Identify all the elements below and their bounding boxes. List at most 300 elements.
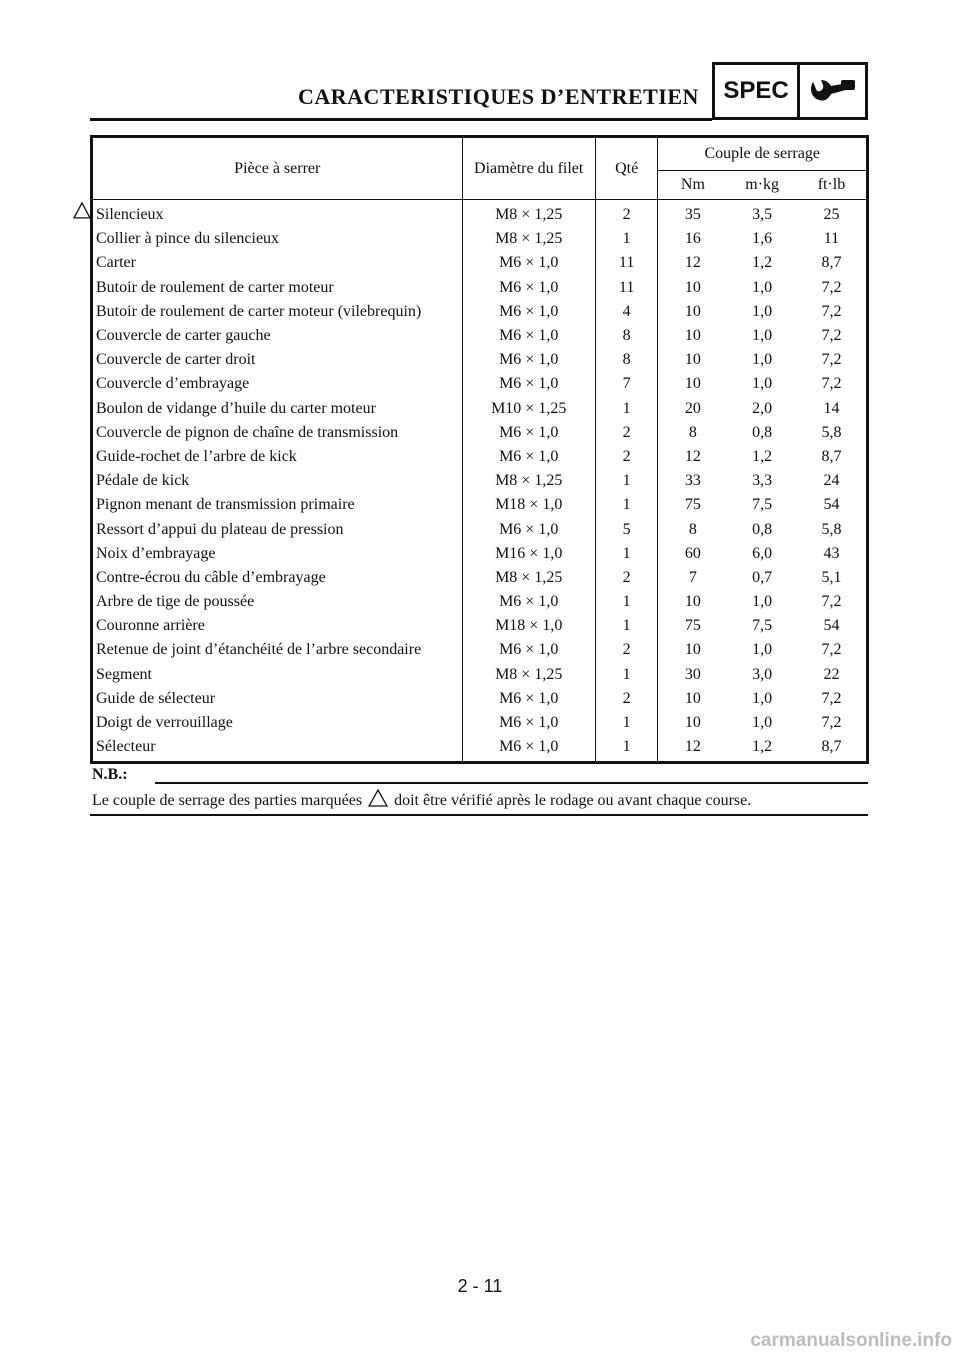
cell-thread-value: M10 × 1,25 <box>491 399 567 417</box>
cell-qty-value: 2 <box>622 641 631 659</box>
cell-part-value: Couvercle de carter gauche <box>96 327 271 345</box>
cell-qty <box>595 348 658 372</box>
cell-thread <box>462 227 595 251</box>
cell-ftlb-value: 7,2 <box>821 641 842 659</box>
cell-thread-value: M6 × 1,0 <box>499 302 559 320</box>
cell-thread-value: M8 × 1,25 <box>495 472 563 490</box>
cell-part <box>92 590 463 614</box>
cell-qty <box>595 711 658 735</box>
cell-ftlb <box>797 493 868 517</box>
cell-nm <box>658 421 727 445</box>
cell-thread <box>462 663 595 687</box>
cell-qty-value: 7 <box>622 375 631 393</box>
cell-qty-value: 1 <box>622 714 631 732</box>
cell-part <box>92 493 463 517</box>
cell-ftlb-value: 24 <box>823 472 840 490</box>
cell-part <box>92 735 463 763</box>
cell-thread <box>462 372 595 396</box>
cell-mkg-value: 1,0 <box>752 278 773 296</box>
cell-qty <box>595 663 658 687</box>
cell-thread-value: M6 × 1,0 <box>499 351 559 369</box>
cell-ftlb <box>797 324 868 348</box>
cell-part-value: Doigt de verrouillage <box>96 714 233 732</box>
cell-thread-value: M8 × 1,25 <box>495 568 563 586</box>
cell-part-value: Couronne arrière <box>96 617 205 635</box>
cell-nm <box>658 542 727 566</box>
note-text-after: doit être vérifié après le rodage ou avant chaque course. <box>394 791 752 809</box>
cell-mkg <box>727 493 797 517</box>
cell-ftlb-value: 7,2 <box>821 351 842 369</box>
cell-qty-value: 11 <box>618 278 635 296</box>
cell-nm <box>658 300 727 324</box>
header-ftlb: ft·lb <box>797 171 868 200</box>
cell-mkg <box>727 469 797 493</box>
cell-ftlb-value: 54 <box>823 496 840 514</box>
cell-nm-value: 12 <box>684 447 701 465</box>
table-row <box>92 687 868 711</box>
cell-thread <box>462 276 595 300</box>
cell-qty <box>595 542 658 566</box>
cell-nm <box>658 735 727 763</box>
cell-part-value: Segment <box>96 665 152 683</box>
cell-qty-value: 2 <box>622 568 631 586</box>
cell-ftlb <box>797 735 868 763</box>
cell-ftlb-value: 7,2 <box>821 278 842 296</box>
cell-thread-value: M6 × 1,0 <box>499 423 559 441</box>
table-row <box>92 493 868 517</box>
cell-nm <box>658 469 727 493</box>
cell-nm-value: 10 <box>684 351 701 369</box>
spec-label: SPEC <box>715 65 800 117</box>
cell-mkg <box>727 227 797 251</box>
cell-nm-value: 30 <box>684 665 701 683</box>
table-row <box>92 663 868 687</box>
cell-nm-value: 10 <box>684 714 701 732</box>
table-row <box>92 469 868 493</box>
triangle-marker-icon <box>368 789 388 812</box>
cell-nm <box>658 590 727 614</box>
cell-mkg-value: 3,5 <box>752 206 773 224</box>
cell-thread <box>462 493 595 517</box>
cell-ftlb <box>797 300 868 324</box>
cell-qty <box>595 517 658 541</box>
cell-part-value: Pédale de kick <box>96 472 190 490</box>
cell-thread <box>462 735 595 763</box>
cell-part <box>92 445 463 469</box>
header-thread: Diamètre du filet <box>462 137 595 200</box>
cell-qty <box>595 251 658 275</box>
cell-ftlb-value: 7,2 <box>821 302 842 320</box>
cell-qty <box>595 614 658 638</box>
cell-qty-value: 5 <box>622 520 631 538</box>
cell-qty-value: 8 <box>622 327 631 345</box>
cell-ftlb-value: 7,2 <box>821 593 842 611</box>
cell-ftlb <box>797 590 868 614</box>
cell-nm <box>658 517 727 541</box>
cell-thread-value: M16 × 1,0 <box>495 544 563 562</box>
note-rule <box>155 782 868 784</box>
cell-thread <box>462 711 595 735</box>
cell-ftlb <box>797 638 868 662</box>
cell-part <box>92 324 463 348</box>
cell-mkg <box>727 300 797 324</box>
cell-mkg <box>727 638 797 662</box>
cell-qty <box>595 276 658 300</box>
cell-ftlb <box>797 227 868 251</box>
cell-mkg-value: 1,2 <box>752 254 773 272</box>
cell-thread <box>462 517 595 541</box>
cell-qty <box>595 687 658 711</box>
cell-mkg-value: 6,0 <box>752 544 773 562</box>
cell-part <box>92 614 463 638</box>
cell-ftlb-value: 8,7 <box>821 254 842 272</box>
cell-qty <box>595 372 658 396</box>
cell-ftlb-value: 7,2 <box>821 375 842 393</box>
cell-mkg-value: 1,0 <box>752 302 773 320</box>
cell-part-value: Couvercle d’embrayage <box>96 375 250 393</box>
cell-part-value: Guide de sélecteur <box>96 689 216 707</box>
cell-part-value: Couvercle de carter droit <box>96 351 256 369</box>
cell-mkg <box>727 324 797 348</box>
cell-ftlb <box>797 517 868 541</box>
note-bottom-rule <box>90 814 868 816</box>
cell-ftlb <box>797 445 868 469</box>
table-row <box>92 276 868 300</box>
cell-qty-value: 2 <box>622 206 631 224</box>
table-row <box>92 397 868 421</box>
cell-thread <box>462 421 595 445</box>
cell-thread <box>462 324 595 348</box>
cell-ftlb-value: 7,2 <box>821 689 842 707</box>
cell-nm-value: 20 <box>684 399 701 417</box>
cell-part <box>92 517 463 541</box>
cell-mkg <box>727 200 797 228</box>
cell-nm <box>658 227 727 251</box>
torque-table <box>90 135 869 764</box>
table-row <box>92 421 868 445</box>
cell-qty-value: 1 <box>622 617 631 635</box>
cell-qty-value: 1 <box>622 544 631 562</box>
table-row <box>92 251 868 275</box>
cell-mkg-value: 7,5 <box>752 617 773 635</box>
header-qty: Qté <box>595 137 658 200</box>
cell-ftlb-value: 8,7 <box>821 738 842 756</box>
cell-part-value: Butoir de roulement de carter moteur (vilebrequin) <box>96 302 422 320</box>
cell-mkg-value: 7,5 <box>752 496 773 514</box>
cell-thread-value: M6 × 1,0 <box>499 520 559 538</box>
cell-qty-value: 2 <box>622 689 631 707</box>
cell-mkg-value: 1,2 <box>752 738 773 756</box>
cell-qty <box>595 300 658 324</box>
table-row <box>92 445 868 469</box>
cell-part-value: Retenue de joint d’étanchéité de l’arbre secondaire <box>96 641 422 659</box>
cell-nm <box>658 276 727 300</box>
cell-ftlb-value: 5,8 <box>821 423 842 441</box>
page-title: CARACTERISTIQUES D’ENTRETIEN <box>298 84 699 109</box>
cell-qty-value: 1 <box>622 593 631 611</box>
cell-qty-value: 2 <box>622 447 631 465</box>
cell-part-value: Pignon menant de transmission primaire <box>96 496 355 514</box>
cell-ftlb <box>797 542 868 566</box>
cell-ftlb-value: 43 <box>823 544 840 562</box>
cell-ftlb-value: 54 <box>823 617 840 635</box>
cell-part-value: Collier à pince du silencieux <box>96 230 280 248</box>
cell-qty <box>595 421 658 445</box>
cell-thread-value: M6 × 1,0 <box>499 327 559 345</box>
cell-ftlb <box>797 251 868 275</box>
spec-badge <box>712 62 868 120</box>
cell-ftlb-value: 22 <box>823 665 840 683</box>
cell-nm <box>658 200 727 228</box>
header-nm: Nm <box>658 171 727 200</box>
table-row <box>92 348 868 372</box>
cell-nm-value: 10 <box>684 327 701 345</box>
cell-part-value: Couvercle de pignon de chaîne de transmission <box>96 423 399 441</box>
cell-part <box>92 397 463 421</box>
cell-ftlb <box>797 200 868 228</box>
cell-part-value: Boulon de vidange d’huile du carter moteur <box>96 399 376 417</box>
cell-mkg <box>727 614 797 638</box>
cell-mkg <box>727 348 797 372</box>
table-row <box>92 566 868 590</box>
cell-mkg-value: 1,0 <box>752 689 773 707</box>
cell-nm <box>658 397 727 421</box>
cell-qty-value: 1 <box>622 230 631 248</box>
cell-qty-value: 4 <box>622 302 631 320</box>
cell-mkg-value: 1,0 <box>752 641 773 659</box>
cell-mkg <box>727 251 797 275</box>
cell-qty-value: 1 <box>622 399 631 417</box>
cell-mkg <box>727 276 797 300</box>
note-text-before: Le couple de serrage des parties marquées <box>92 791 363 809</box>
cell-part-value: Arbre de tige de poussée <box>96 593 255 611</box>
cell-mkg <box>727 542 797 566</box>
cell-mkg-value: 1,0 <box>752 375 773 393</box>
cell-nm-value: 10 <box>684 278 701 296</box>
cell-qty <box>595 445 658 469</box>
cell-qty <box>595 227 658 251</box>
cell-thread-value: M6 × 1,0 <box>499 641 559 659</box>
cell-nm-value: 8 <box>688 423 697 441</box>
cell-mkg <box>727 735 797 763</box>
cell-part <box>92 711 463 735</box>
cell-nm <box>658 493 727 517</box>
cell-nm <box>658 663 727 687</box>
table-row <box>92 300 868 324</box>
cell-mkg <box>727 590 797 614</box>
cell-part <box>92 663 463 687</box>
cell-thread <box>462 445 595 469</box>
cell-qty-value: 1 <box>622 738 631 756</box>
cell-qty <box>595 469 658 493</box>
cell-part-value: Silencieux <box>96 206 164 224</box>
cell-part <box>92 542 463 566</box>
cell-qty <box>595 493 658 517</box>
cell-mkg <box>727 687 797 711</box>
cell-ftlb-value: 14 <box>823 399 840 417</box>
cell-ftlb <box>797 614 868 638</box>
cell-nm-value: 10 <box>684 302 701 320</box>
cell-nm-value: 7 <box>688 568 697 586</box>
cell-part <box>92 276 463 300</box>
cell-thread-value: M18 × 1,0 <box>495 617 563 635</box>
table-row <box>92 517 868 541</box>
cell-mkg-value: 0,8 <box>752 520 773 538</box>
cell-nm <box>658 251 727 275</box>
cell-nm-value: 10 <box>684 593 701 611</box>
cell-mkg-value: 2,0 <box>752 399 773 417</box>
cell-part-value: Butoir de roulement de carter moteur <box>96 278 334 296</box>
cell-thread-value: M18 × 1,0 <box>495 496 563 514</box>
cell-thread-value: M6 × 1,0 <box>499 278 559 296</box>
table-row <box>92 227 868 251</box>
cell-ftlb-value: 8,7 <box>821 447 842 465</box>
cell-mkg-value: 1,0 <box>752 714 773 732</box>
table-row <box>92 638 868 662</box>
table-row <box>92 590 868 614</box>
cell-qty <box>595 324 658 348</box>
note-text <box>92 789 751 812</box>
cell-thread <box>462 566 595 590</box>
cell-ftlb <box>797 348 868 372</box>
cell-nm-value: 10 <box>684 689 701 707</box>
header-torque: Couple de serrage <box>658 137 868 171</box>
cell-ftlb <box>797 566 868 590</box>
cell-thread <box>462 251 595 275</box>
table-row <box>92 372 868 396</box>
cell-mkg-value: 3,3 <box>752 472 773 490</box>
cell-mkg-value: 0,7 <box>752 568 773 586</box>
cell-nm-value: 10 <box>684 375 701 393</box>
cell-mkg-value: 0,8 <box>752 423 773 441</box>
cell-thread-value: M6 × 1,0 <box>499 738 559 756</box>
cell-nm <box>658 324 727 348</box>
cell-ftlb-value: 7,2 <box>821 327 842 345</box>
cell-thread-value: M6 × 1,0 <box>499 375 559 393</box>
cell-mkg-value: 1,0 <box>752 593 773 611</box>
cell-nm <box>658 638 727 662</box>
cell-nm <box>658 372 727 396</box>
cell-part-value: Ressort d’appui du plateau de pression <box>96 520 344 538</box>
cell-part <box>92 566 463 590</box>
cell-qty-value: 8 <box>622 351 631 369</box>
cell-thread <box>462 397 595 421</box>
cell-nm <box>658 614 727 638</box>
cell-mkg-value: 1,0 <box>752 327 773 345</box>
table-row <box>92 711 868 735</box>
cell-part <box>92 421 463 445</box>
table-row <box>92 542 868 566</box>
cell-ftlb-value: 25 <box>823 206 840 224</box>
cell-thread <box>462 590 595 614</box>
cell-part-value: Contre-écrou du câble d’embrayage <box>96 568 326 586</box>
cell-nm-value: 60 <box>684 544 701 562</box>
cell-thread <box>462 542 595 566</box>
cell-ftlb <box>797 276 868 300</box>
cell-thread <box>462 469 595 493</box>
cell-ftlb-value: 5,8 <box>821 520 842 538</box>
page-number: 2 - 11 <box>457 1276 503 1296</box>
cell-nm-value: 12 <box>684 738 701 756</box>
cell-part <box>92 200 463 228</box>
cell-nm-value: 12 <box>684 254 701 272</box>
cell-qty <box>595 590 658 614</box>
table-row <box>92 200 868 228</box>
cell-part-value: Guide-rochet de l’arbre de kick <box>96 447 297 465</box>
note-label: N.B.: <box>92 766 128 783</box>
cell-part-value: Carter <box>96 254 136 272</box>
cell-part <box>92 638 463 662</box>
watermark: carmanualsonline.info <box>750 1330 952 1351</box>
cell-thread <box>462 348 595 372</box>
cell-thread <box>462 687 595 711</box>
cell-nm-value: 16 <box>684 230 701 248</box>
cell-part <box>92 251 463 275</box>
table-row <box>92 324 868 348</box>
cell-nm <box>658 711 727 735</box>
cell-mkg-value: 1,0 <box>752 351 773 369</box>
header-part: Pièce à serrer <box>92 137 463 200</box>
cell-nm-value: 35 <box>684 206 701 224</box>
cell-qty-value: 11 <box>618 254 635 272</box>
cell-mkg <box>727 663 797 687</box>
cell-qty <box>595 638 658 662</box>
cell-ftlb <box>797 711 868 735</box>
cell-mkg <box>727 445 797 469</box>
cell-part <box>92 227 463 251</box>
cell-thread-value: M8 × 1,25 <box>495 230 563 248</box>
cell-thread-value: M6 × 1,0 <box>499 593 559 611</box>
cell-part-value: Sélecteur <box>96 738 156 756</box>
cell-qty <box>595 735 658 763</box>
cell-ftlb <box>797 663 868 687</box>
cell-ftlb-value: 11 <box>823 230 840 248</box>
cell-ftlb <box>797 372 868 396</box>
cell-mkg <box>727 566 797 590</box>
cell-ftlb-value: 7,2 <box>821 714 842 732</box>
cell-thread-value: M6 × 1,0 <box>499 447 559 465</box>
cell-nm-value: 33 <box>684 472 701 490</box>
cell-thread-value: M6 × 1,0 <box>499 254 559 272</box>
cell-mkg <box>727 372 797 396</box>
cell-thread-value: M6 × 1,0 <box>499 714 559 732</box>
cell-mkg <box>727 711 797 735</box>
cell-thread <box>462 614 595 638</box>
cell-ftlb <box>797 687 868 711</box>
cell-mkg <box>727 397 797 421</box>
cell-mkg-value: 3,0 <box>752 665 773 683</box>
cell-qty-value: 1 <box>622 665 631 683</box>
cell-qty <box>595 566 658 590</box>
cell-part-value: Noix d’embrayage <box>96 544 216 562</box>
cell-ftlb <box>797 397 868 421</box>
cell-ftlb <box>797 469 868 493</box>
cell-thread <box>462 200 595 228</box>
cell-part <box>92 372 463 396</box>
cell-nm-value: 10 <box>684 641 701 659</box>
cell-part <box>92 469 463 493</box>
cell-qty <box>595 200 658 228</box>
cell-nm <box>658 445 727 469</box>
table-row <box>92 614 868 638</box>
table-row <box>92 735 868 763</box>
cell-ftlb <box>797 421 868 445</box>
wrench-icon <box>800 65 865 117</box>
cell-thread-value: M8 × 1,25 <box>495 665 563 683</box>
cell-qty <box>595 397 658 421</box>
cell-part <box>92 348 463 372</box>
cell-ftlb-value: 5,1 <box>821 568 842 586</box>
